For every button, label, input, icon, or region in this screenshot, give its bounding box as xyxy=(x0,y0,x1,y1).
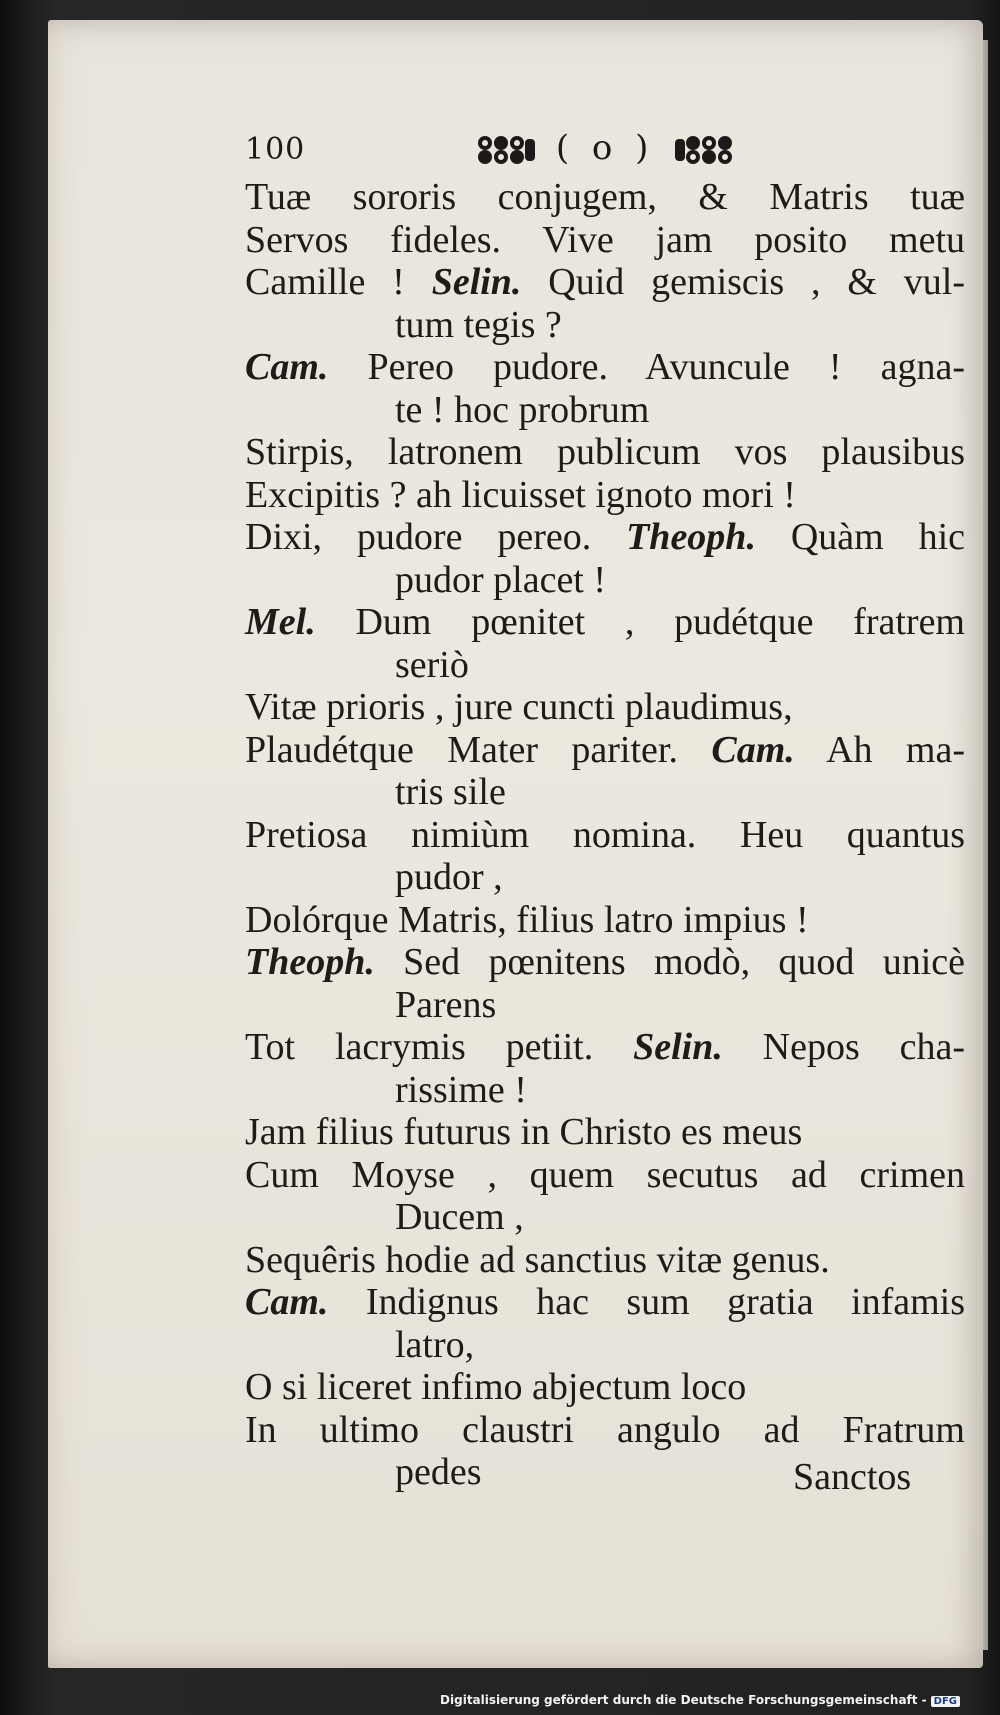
text-line xyxy=(245,729,965,772)
text-line xyxy=(245,474,965,517)
line-text: Sequêris hodie ad sanctius vitæ genus. xyxy=(245,1238,830,1281)
line-text: Dixi, pudore pereo. xyxy=(245,516,627,558)
line-text: Pretiosa nimiùm nomina. Heu quantus xyxy=(245,813,965,856)
text-line xyxy=(245,1026,965,1069)
line-text: Cum Moyse , quem secutus ad crimen xyxy=(245,1153,965,1196)
text-line xyxy=(245,1111,965,1154)
line-text: Servos fideles. Vive jam posito metu xyxy=(245,218,965,261)
line-text: Dolórque Matris, filius latro impius ! xyxy=(245,898,809,941)
text-line xyxy=(245,559,965,602)
text-line xyxy=(245,431,965,474)
text-line xyxy=(245,346,965,389)
line-text: Pereo pudore. Avuncule ! agna- xyxy=(328,346,965,388)
credit-text: Digitalisierung gefördert durch die Deutsche Forschungsgemeinschaft - xyxy=(440,1693,927,1707)
speaker-label: Mel. xyxy=(245,601,316,643)
speaker-label: Selin. xyxy=(431,261,522,303)
line-text: Ah ma- xyxy=(794,728,965,771)
text-line xyxy=(245,219,965,262)
line-text: Jam filius futurus in Christo es meus xyxy=(245,1111,803,1153)
page-number: 100 xyxy=(245,132,306,167)
text-line xyxy=(245,1196,965,1239)
line-text: Dum pœnitet , pudétque fratrem xyxy=(315,601,965,643)
line-text: Tot lacrymis petiit. xyxy=(245,1026,634,1068)
line-text: Nepos cha- xyxy=(722,1026,966,1068)
text-line xyxy=(245,389,965,432)
text-line xyxy=(245,644,965,687)
text-line xyxy=(245,601,965,644)
speaker-label: Theoph. xyxy=(245,941,375,983)
text-line xyxy=(245,261,965,304)
line-text: Camille ! xyxy=(245,261,432,303)
line-text: pedes xyxy=(395,1451,482,1493)
text-line xyxy=(245,1154,965,1197)
line-text: Vitæ prioris , jure cuncti plaudimus, xyxy=(245,686,793,728)
line-text: seriò xyxy=(395,643,469,686)
speaker-label: Selin. xyxy=(633,1026,723,1068)
text-line xyxy=(245,856,965,899)
text-line xyxy=(245,814,965,857)
speaker-label: Cam. xyxy=(245,346,329,388)
text-line xyxy=(245,984,965,1027)
line-text: latro, xyxy=(395,1323,475,1366)
right-ornament-icon xyxy=(671,133,735,167)
speaker-label: Theoph. xyxy=(626,516,756,558)
text-line xyxy=(245,1409,965,1452)
text-line xyxy=(245,1069,965,1112)
line-text: Ducem , xyxy=(395,1196,524,1238)
verse-text xyxy=(245,176,965,1494)
dfg-logo: DFG xyxy=(931,1696,960,1707)
speaker-label: Cam. xyxy=(711,728,795,771)
line-text: te ! hoc probrum xyxy=(395,388,650,431)
line-text: Plaudétque Mater pariter. xyxy=(245,728,712,771)
text-line xyxy=(245,1366,965,1409)
digitization-credit xyxy=(440,1693,960,1707)
line-text: pudor , xyxy=(395,856,503,898)
line-text: In ultimo claustri angulo ad Fratrum xyxy=(245,1408,965,1451)
line-text: rissime ! xyxy=(395,1068,527,1111)
line-text: Tuæ sororis conjugem, & Matris tuæ xyxy=(245,176,965,218)
line-text: tris sile xyxy=(395,771,506,813)
line-text: tum tegis ? xyxy=(395,303,562,346)
speaker-label: Cam. xyxy=(245,1281,329,1323)
text-line xyxy=(245,899,965,942)
line-text: O si liceret infimo abjectum loco xyxy=(245,1366,747,1408)
line-text: Excipitis ? ah licuisset ignoto mori ! xyxy=(245,473,796,516)
line-text: pudor placet ! xyxy=(395,558,607,601)
text-line xyxy=(245,686,965,729)
line-text: Quàm hic xyxy=(755,516,965,558)
left-ornament-icon xyxy=(475,133,539,167)
line-text: Parens xyxy=(395,983,497,1026)
text-line xyxy=(245,1281,965,1324)
text-line xyxy=(245,516,965,559)
text-line xyxy=(245,771,965,814)
text-line xyxy=(245,304,965,347)
text-line xyxy=(245,941,965,984)
text-line xyxy=(245,1239,965,1282)
running-head xyxy=(475,128,735,168)
running-head-text: ( o ) xyxy=(555,128,655,168)
page-header xyxy=(245,118,745,178)
catchword: Sanctos xyxy=(793,1456,912,1498)
line-text: Quid gemiscis , & vul- xyxy=(521,261,965,303)
line-text: Sed pœnitens modò, quod unicè xyxy=(374,941,965,983)
text-line xyxy=(245,1324,965,1367)
line-text: Stirpis, latronem publicum vos plausibus xyxy=(245,431,965,473)
text-line xyxy=(245,176,965,219)
line-text: Indignus hac sum gratia infamis xyxy=(328,1281,965,1323)
